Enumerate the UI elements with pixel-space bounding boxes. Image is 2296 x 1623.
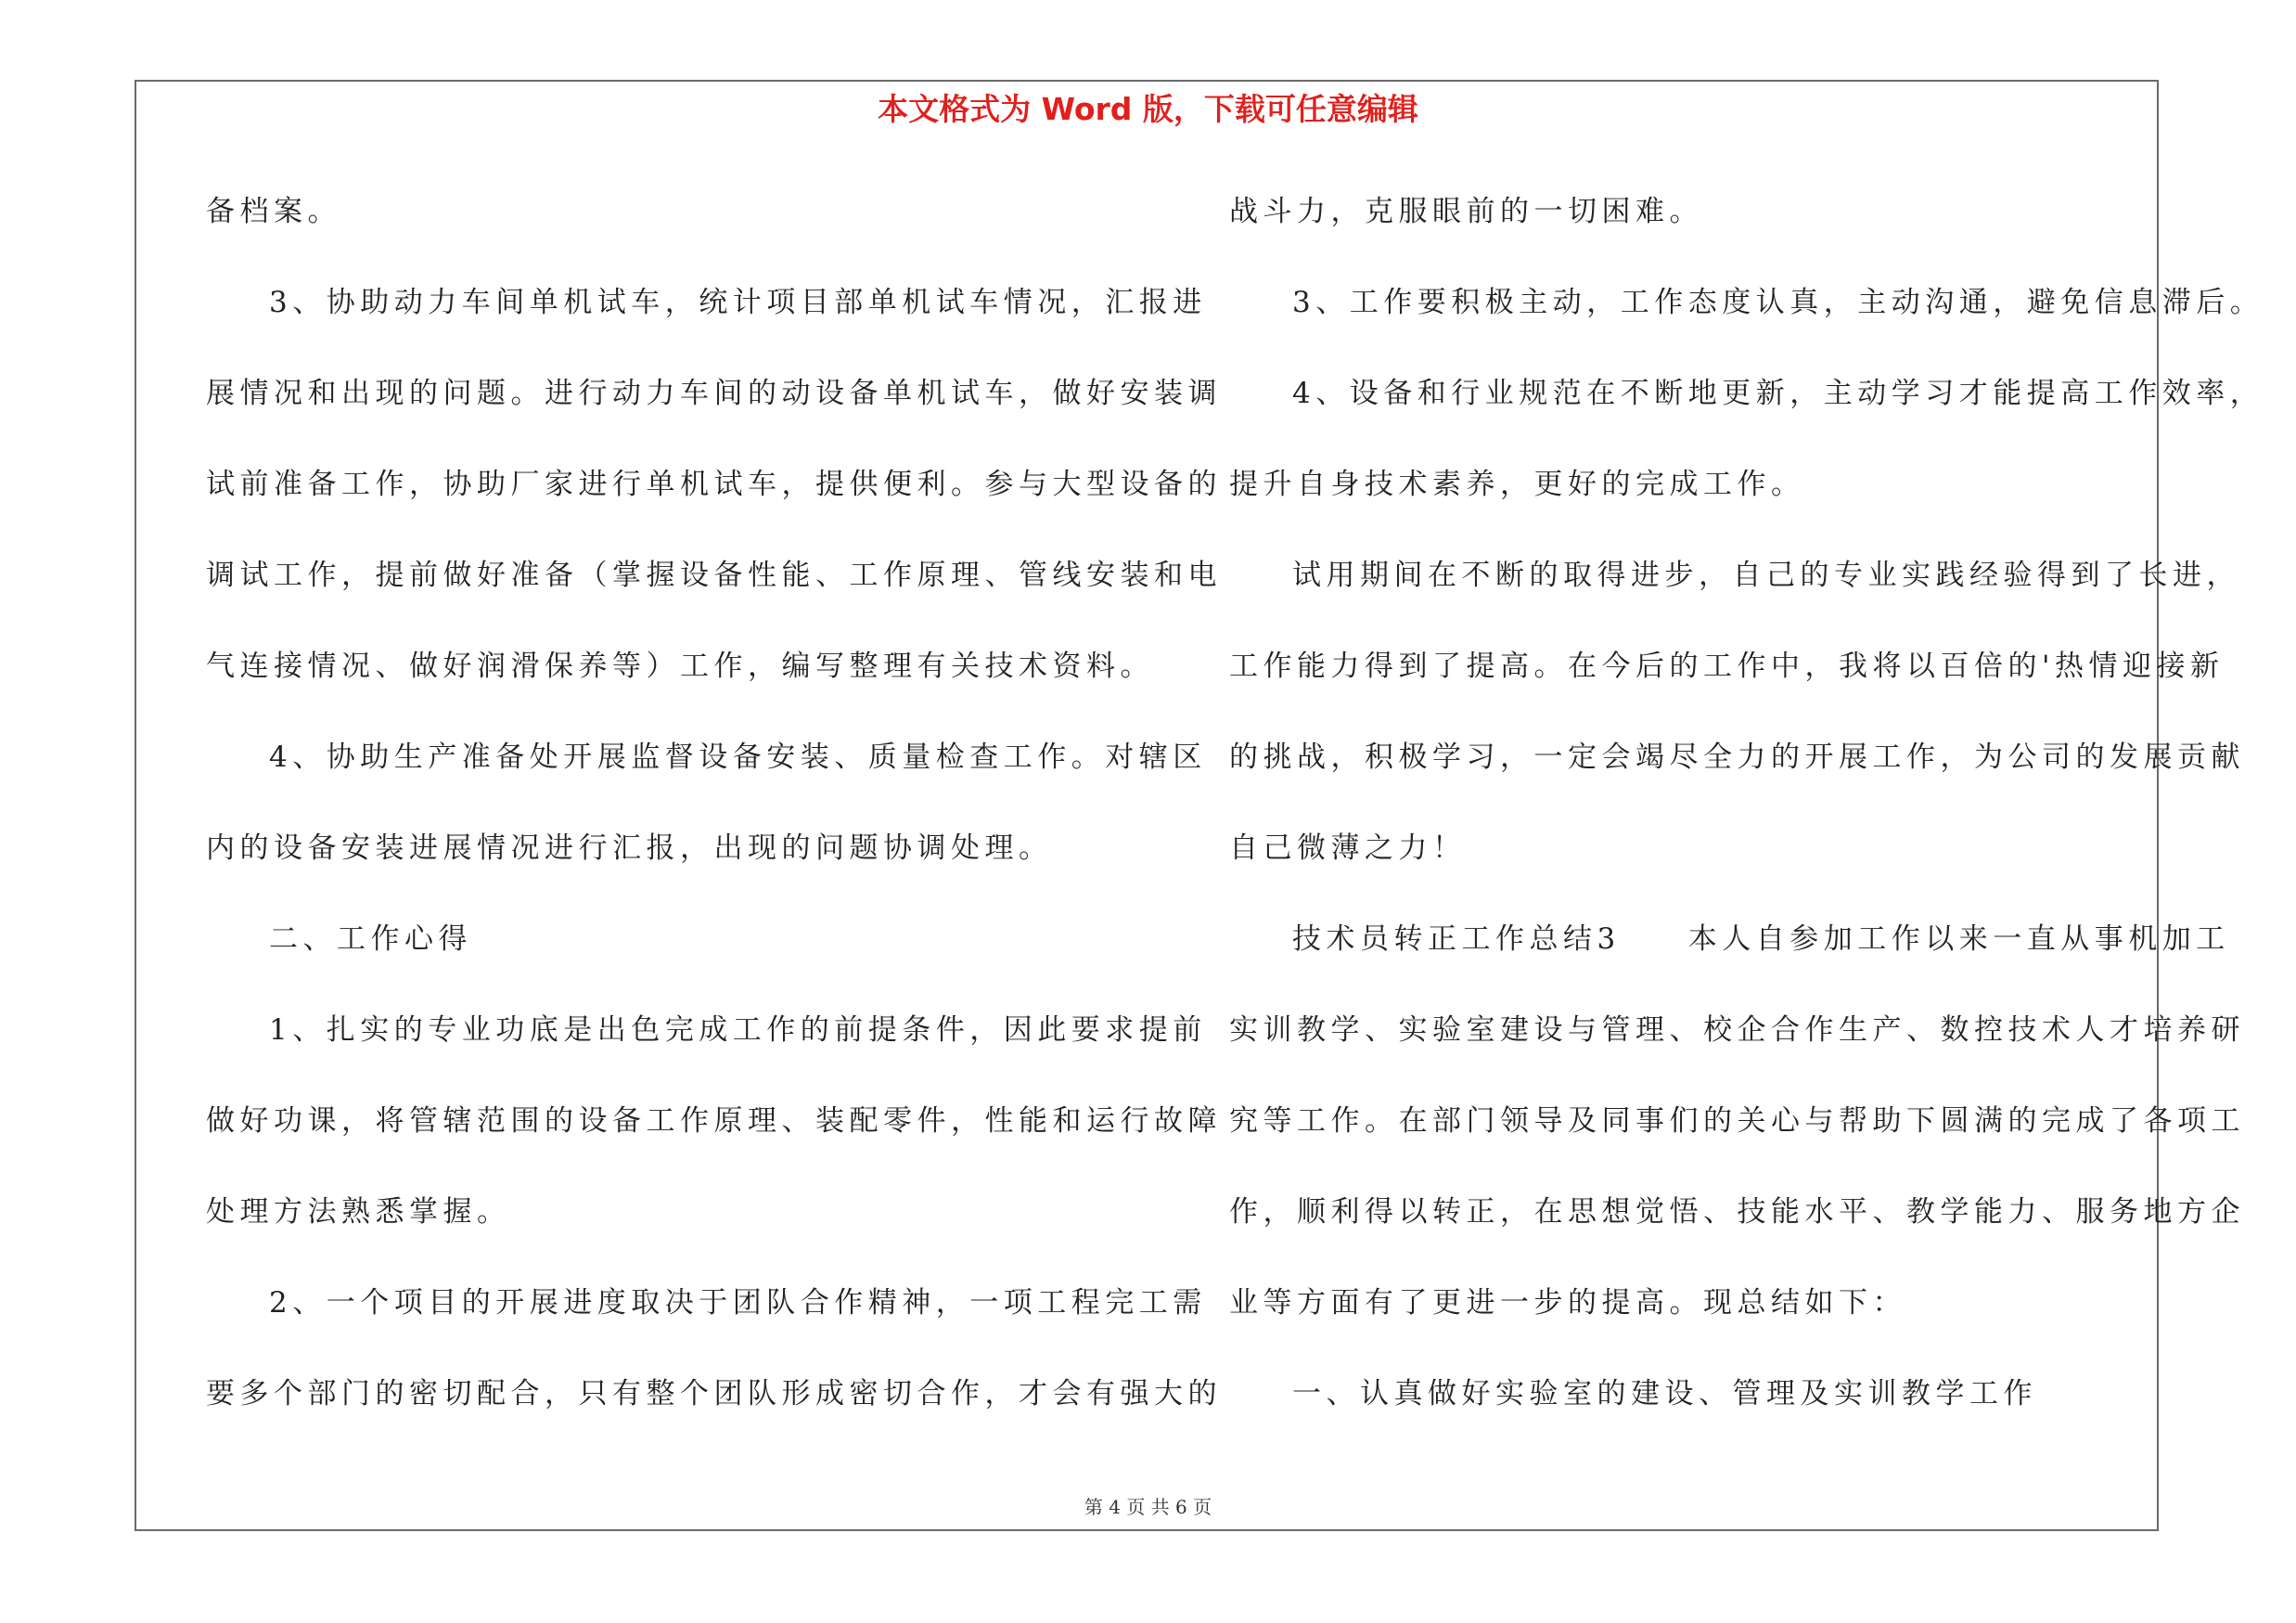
text-line: 试用期间在不断的取得进步，自己的专业实践经验得到了长进，	[1292, 559, 2240, 592]
text-line: 内的设备安装进展情况进行汇报，出现的问题协调处理。	[206, 831, 1053, 865]
section-heading: 一、认真做好实验室的建设、管理及实训教学工作	[1292, 1377, 2037, 1410]
text-line: 提升自身技术素养，更好的完成工作。	[1229, 468, 1805, 501]
page-number: 第 4 页 共 6 页	[1084, 1496, 1212, 1518]
left-text-column	[206, 184, 1222, 1457]
text-line: 要多个部门的密切配合，只有整个团队形成密切合作，才会有强大的	[206, 1377, 1222, 1410]
text-line: 处理方法熟悉掌握。	[206, 1195, 511, 1229]
text-line: 调试工作，提前做好准备（掌握设备性能、工作原理、管线安装和电	[206, 559, 1222, 592]
text-line: 1、扎实的专业功底是出色完成工作的前提条件，因此要求提前	[269, 1013, 1207, 1047]
document-title-line: 技术员转正工作总结3 本人自参加工作以来一直从事机加工	[1292, 922, 2230, 956]
text-line: 工作能力得到了提高。在今后的工作中，我将以百倍的'热情迎接新	[1229, 650, 2225, 683]
text-line: 作，顺利得以转正，在思想觉悟、技能水平、教学能力、服务地方企	[1229, 1195, 2245, 1229]
text-line: 备档案。	[206, 195, 341, 228]
section-heading: 二、工作心得	[269, 922, 472, 956]
text-line: 究等工作。在部门领导及同事们的关心与帮助下圆满的完成了各项工	[1229, 1104, 2245, 1138]
text-line: 实训教学、实验室建设与管理、校企合作生产、数控技术人才培养研	[1229, 1013, 2245, 1047]
text-line: 2、一个项目的开展进度取决于团队合作精神，一项工程完工需	[269, 1286, 1207, 1320]
text-line: 展情况和出现的问题。进行动力车间的动设备单机试车，做好安装调	[206, 377, 1222, 410]
text-line: 战斗力，克服眼前的一切困难。	[1229, 195, 1703, 228]
text-line: 4、设备和行业规范在不断地更新，主动学习才能提高工作效率，	[1292, 377, 2264, 410]
right-text-column	[1229, 184, 2264, 1457]
text-line: 做好功课，将管辖范围的设备工作原理、装配零件，性能和运行故障	[206, 1104, 1222, 1138]
text-line: 业等方面有了更进一步的提高。现总结如下：	[1229, 1286, 1906, 1320]
text-line: 的挑战，积极学习，一定会竭尽全力的开展工作，为公司的发展贡献	[1229, 741, 2245, 774]
text-line: 气连接情况、做好润滑保养等）工作，编写整理有关技术资料。	[206, 650, 1154, 683]
text-line: 3、协助动力车间单机试车，统计项目部单机试车情况，汇报进	[269, 286, 1207, 319]
text-line: 4、协助生产准备处开展监督设备安装、质量检查工作。对辖区	[269, 741, 1207, 774]
text-line: 自己微薄之力！	[1229, 831, 1467, 865]
text-line: 试前准备工作，协助厂家进行单机试车，提供便利。参与大型设备的	[206, 468, 1222, 501]
word-format-banner: 本文格式为 Word 版，下载可任意编辑	[878, 91, 1418, 127]
text-line: 3、工作要积极主动，工作态度认真，主动沟通，避免信息滞后。	[1292, 286, 2264, 319]
